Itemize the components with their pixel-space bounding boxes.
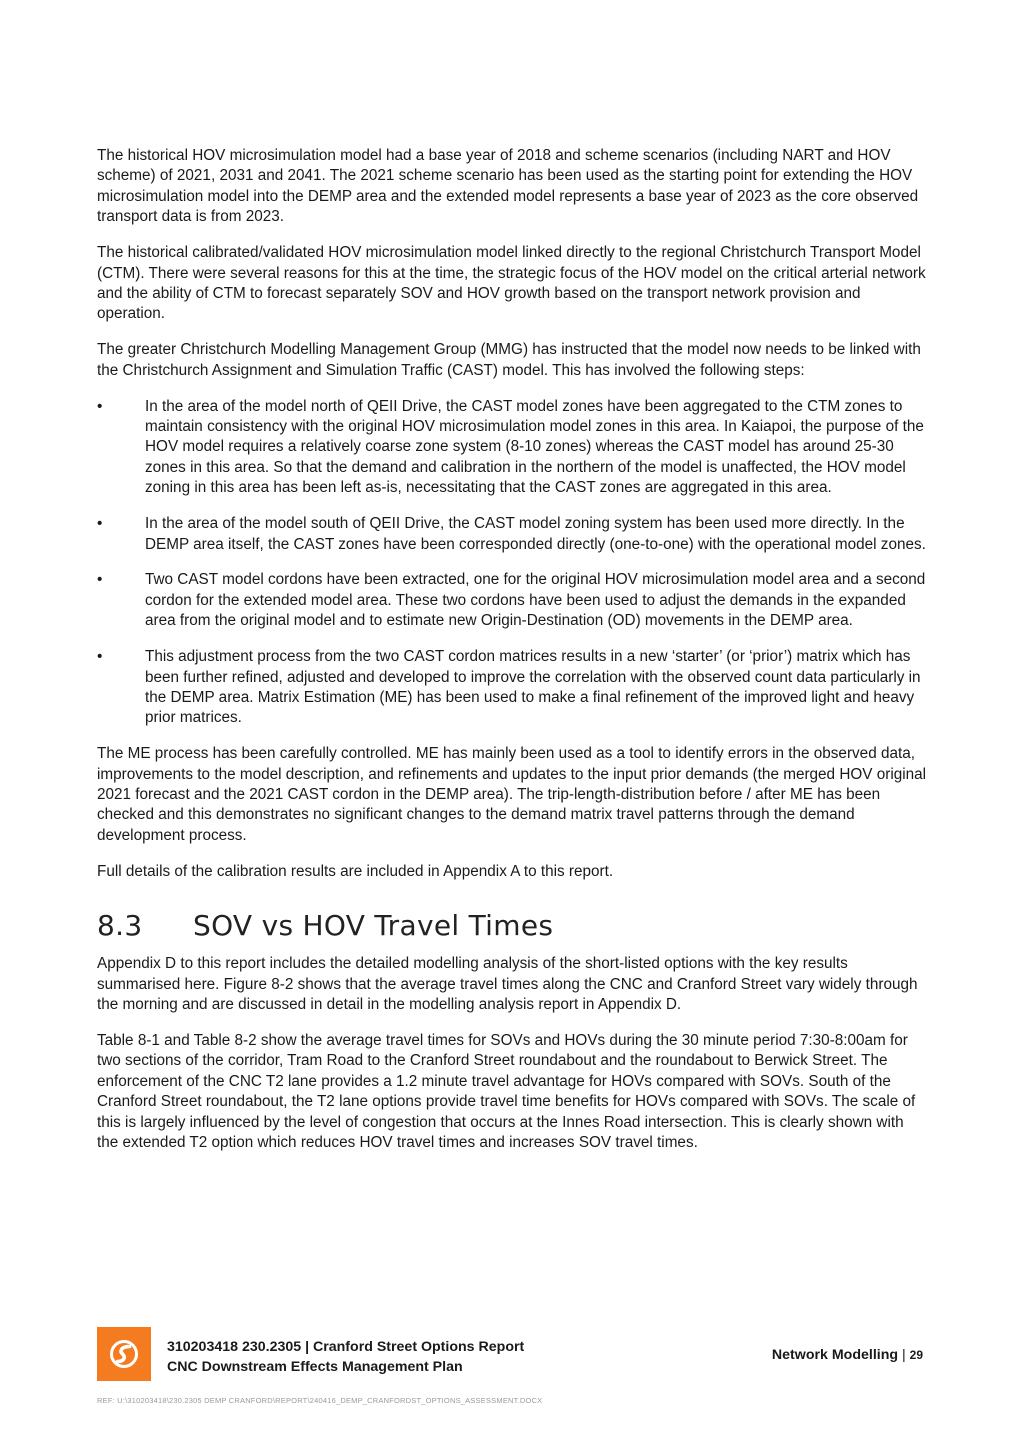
bullet-text: In the area of the model south of QEII Drive, the CAST model zoning system has been used more directly. In the DEMP area itself, the CAST zones have been corresponded directly (one-to-one) with the operational model zones.: [145, 515, 926, 553]
footer-document-info: [167, 1337, 524, 1377]
bullet-icon: •: [97, 571, 103, 589]
body-paragraph: The historical calibrated/validated HOV microsimulation model linked directly to the regional Christchurch Transport Model (CTM). There were several reasons for this at the time, the strategic focus of the HOV model on the critical arterial network and the ability of CTM to forecast separately SOV and HOV growth based on the transport network provision and operation.: [97, 244, 926, 323]
body-paragraph: The ME process has been carefully controlled. ME has mainly been used as a tool to identify errors in the observed data, improvements to the model description, and refinements and updates to the input prior demands (the merged HOV original 2021 forecast and the 2021 CAST cordon in the DEMP area). The trip-length-distribution before / after ME has been checked and this demonstrates no significant changes to the demand matrix travel patterns through the demand development process.: [97, 745, 927, 844]
bullet-icon: •: [97, 397, 103, 415]
page-footer: [97, 1327, 923, 1381]
bullet-icon: •: [97, 515, 103, 533]
bullet-text: In the area of the model north of QEII Drive, the CAST model zones have been aggregated to the CTM zones to maintain consistency with the original HOV microsimulation model zones in this area. In Kaiapoi, the purpose of the HOV model requires a relatively coarse zone system (8-10 zones) whereas the CAST model has around 25-30 zones in this area. So that the demand and calibration in the northern of the model is unaffected, the HOV model zoning in this area has been left as-is, necessitating that the CAST zones are aggregated in this area.: [145, 397, 924, 497]
bullet-text: This adjustment process from the two CAST cordon matrices results in a new ‘starter’ (or ‘prior’) matrix which has been further refined, adjusted and developed to improve the correlation with the observed count data particularly in the DEMP area. Matrix Estimation (ME) has been used to make a final refinement of the improved light and heavy prior matrices.: [145, 648, 921, 727]
body-paragraph: The greater Christchurch Modelling Management Group (MMG) has instructed that the model now needs to be linked with the Christchurch Assignment and Simulation Traffic (CAST) model. This has involved the following steps:: [97, 341, 921, 379]
footer-separator: |: [902, 1347, 906, 1363]
section-paragraph: Appendix D to this report includes the detailed modelling analysis of the short-listed options with the key results summarised here. Figure 8-2 shows that the average travel times along the CNC and Cranford Street vary widely through the morning and are discussed in detail in the modelling analysis report in Appendix D.: [97, 955, 918, 1013]
footer-plan-name: CNC Downstream Effects Management Plan: [167, 1359, 463, 1375]
section-number: 8.3: [97, 909, 143, 943]
section-paragraph: Table 8-1 and Table 8-2 show the average travel times for SOVs and HOVs during the 30 minute period 7:30-8:00am for two sections of the corridor, Tram Road to the Cranford Street roundabout and the roundabout to Berwick Street. The enforcement of the CNC T2 lane provides a 1.2 minute travel advantage for HOVs compared with SOVs. South of the Cranford Street roundabout, the T2 lane options provide travel time benefits for HOVs compared with SOVs. The scale of this is largely influenced by the level of congestion that occurs at the Innes Road intersection. This is clearly shown with the extended T2 option which reduces HOV travel times and increases SOV travel times.: [97, 1031, 916, 1151]
section-heading: [97, 910, 929, 942]
body-paragraph: The historical HOV microsimulation model had a base year of 2018 and scheme scenarios (including NART and HOV scheme) of 2021, 2031 and 2041. The 2021 scheme scenario has been used as the starting point for extending the HOV microsimulation model into the DEMP area and the extended model represents a base year of 2023 as the core observed transport data is from 2023.: [97, 147, 919, 226]
bullet-icon: •: [97, 648, 103, 666]
bullet-item: [97, 647, 929, 729]
footer-report-title: 310203418 230.2305 | Cranford Street Options Report: [167, 1339, 525, 1355]
page-content: [97, 146, 929, 1169]
page-number: 29: [909, 1348, 923, 1362]
document-reference-path: REF: U:\310203418\230.2305 DEMP CRANFORD\REPORT\240416_DEMP_CRANFORDST_OPTIONS_ASSESSMENT.DOCX: [97, 1396, 543, 1405]
footer-section-page: [772, 1345, 923, 1365]
steps-bullet-list: [97, 397, 929, 729]
bullet-item: [97, 570, 929, 631]
bullet-text: Two CAST model cordons have been extracted, one for the original HOV microsimulation model area and a second cordon for the extended model area. These two cordons have been used to adjust the demands in the expanded area from the original model and to estimate new Origin-Destination (OD) movements in the DEMP area.: [145, 571, 926, 630]
body-paragraph: Full details of the calibration results are included in Appendix A to this report.: [97, 862, 614, 880]
bullet-item: [97, 397, 929, 499]
footer-section-label: Network Modelling: [771, 1347, 899, 1363]
bullet-item: [97, 514, 929, 555]
section-title: SOV vs HOV Travel Times: [193, 909, 554, 943]
stantec-logo-icon: [97, 1327, 151, 1381]
